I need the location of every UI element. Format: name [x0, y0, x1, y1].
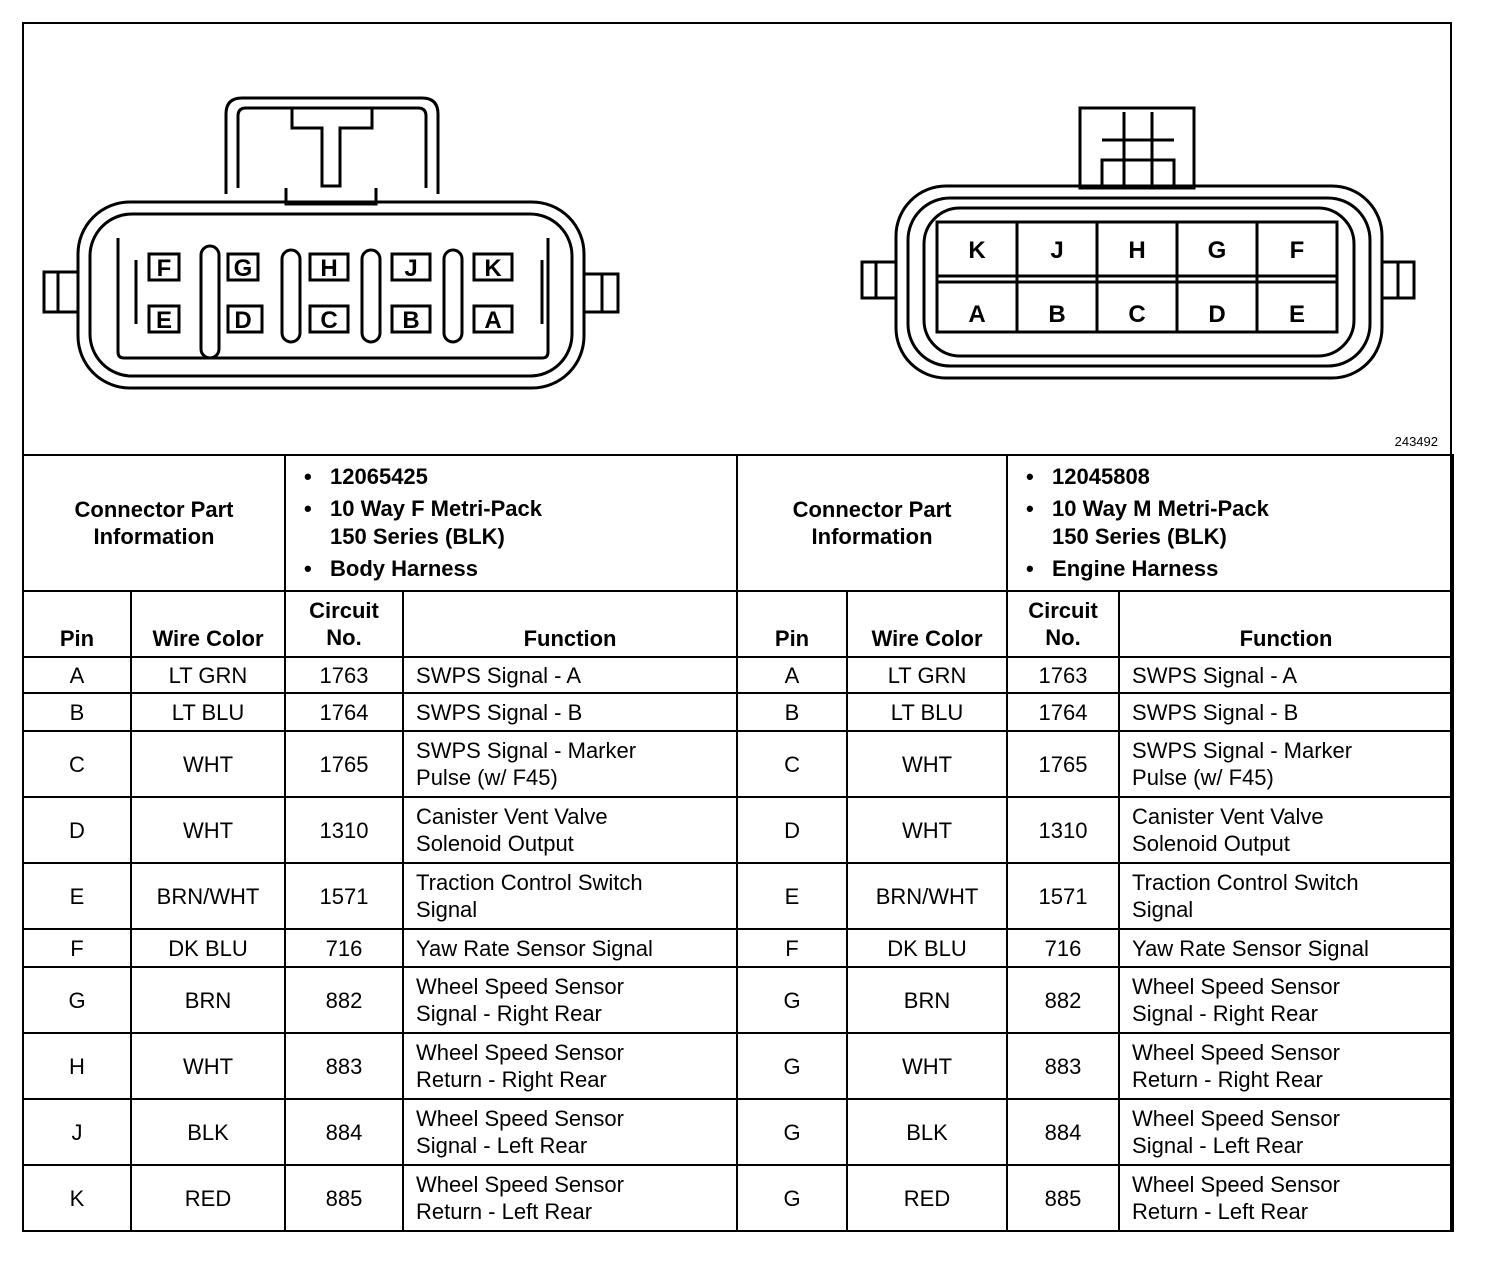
right-pin-label: C — [1128, 301, 1146, 328]
column-header-row — [23, 591, 1453, 657]
connector-diagram-frame — [22, 22, 1452, 1232]
left-info-item: • Body Harness — [304, 556, 478, 581]
header-circuit: Circuit No. — [285, 591, 403, 657]
pinout-rows — [23, 657, 1453, 1231]
header-wire-color: Wire Color — [131, 591, 285, 657]
left-pin-label: C — [320, 307, 338, 334]
function-cell: Wheel Speed Sensor Signal - Right Rear — [1119, 967, 1453, 1033]
pin-cell: J — [23, 1099, 131, 1165]
circuit-cell: 885 — [1007, 1165, 1119, 1231]
function-cell: SWPS Signal - B — [1119, 693, 1453, 731]
pin-cell: A — [737, 657, 847, 693]
figure-number: 243492 — [1394, 434, 1438, 449]
left-pin-label: E — [155, 307, 173, 334]
right-pin-label: D — [1208, 301, 1226, 328]
left-connector-info — [285, 455, 737, 591]
left-part-number: 12065425 — [330, 464, 428, 489]
pin-cell: G — [737, 1099, 847, 1165]
wire-color-cell: BRN — [131, 967, 285, 1033]
wire-color-cell: BRN — [847, 967, 1007, 1033]
circuit-cell: 716 — [285, 929, 403, 967]
table-row — [23, 731, 1453, 797]
pin-cell: E — [737, 863, 847, 929]
pin-cell: G — [737, 967, 847, 1033]
right-pin-label: G — [1207, 237, 1227, 264]
right-connector-type: 10 Way M Metri-Pack 150 Series (BLK) — [1052, 496, 1269, 549]
header-wire-color: Wire Color — [847, 591, 1007, 657]
table-row — [23, 863, 1453, 929]
right-info-item: • 12045808 — [1026, 464, 1150, 489]
left-pin-label: G — [233, 255, 253, 282]
header-function: Function — [1119, 591, 1453, 657]
right-pin-label: K — [968, 237, 986, 264]
right-info-label-text: Connector Part Information — [792, 497, 952, 549]
header-circuit: Circuit No. — [1007, 591, 1119, 657]
wire-color-cell: LT BLU — [131, 693, 285, 731]
right-info-label — [737, 455, 1007, 591]
circuit-cell: 1763 — [285, 657, 403, 693]
header-pin: Pin — [737, 591, 847, 657]
header-function: Function — [403, 591, 737, 657]
wire-color-cell: LT GRN — [847, 657, 1007, 693]
function-cell: SWPS Signal - B — [403, 693, 737, 731]
circuit-cell: 716 — [1007, 929, 1119, 967]
wire-color-cell: WHT — [131, 1033, 285, 1099]
function-cell: Traction Control Switch Signal — [403, 863, 737, 929]
function-cell: Wheel Speed Sensor Return - Right Rear — [403, 1033, 737, 1099]
circuit-cell: 1310 — [1007, 797, 1119, 863]
pin-cell: B — [737, 693, 847, 731]
pin-cell: B — [23, 693, 131, 731]
right-info-item: • Engine Harness — [1026, 556, 1219, 581]
pin-cell: K — [23, 1165, 131, 1231]
pin-cell: G — [23, 967, 131, 1033]
circuit-cell: 883 — [285, 1033, 403, 1099]
pin-cell: G — [737, 1033, 847, 1099]
pin-cell: F — [23, 929, 131, 967]
wire-color-cell: DK BLU — [847, 929, 1007, 967]
circuit-cell: 1571 — [1007, 863, 1119, 929]
wire-color-cell: RED — [131, 1165, 285, 1231]
right-info-item: • 10 Way M Metri-Pack 150 Series (BLK) — [1026, 496, 1269, 549]
function-cell: Canister Vent Valve Solenoid Output — [403, 797, 737, 863]
left-info-item: • 10 Way F Metri-Pack 150 Series (BLK) — [304, 496, 542, 549]
wire-color-cell: BLK — [131, 1099, 285, 1165]
table-row — [23, 929, 1453, 967]
table-row — [23, 1165, 1453, 1231]
wire-color-cell: LT BLU — [847, 693, 1007, 731]
circuit-cell: 1765 — [285, 731, 403, 797]
wire-color-cell: BRN/WHT — [131, 863, 285, 929]
pin-cell: C — [737, 731, 847, 797]
left-connector-type: 10 Way F Metri-Pack 150 Series (BLK) — [330, 496, 542, 549]
right-harness: Engine Harness — [1052, 556, 1219, 581]
pin-cell: A — [23, 657, 131, 693]
pin-cell: D — [23, 797, 131, 863]
left-harness: Body Harness — [330, 556, 478, 581]
circuit-cell: 1310 — [285, 797, 403, 863]
left-pin-label: D — [234, 307, 252, 334]
pin-cell: C — [23, 731, 131, 797]
right-part-number: 12045808 — [1052, 464, 1150, 489]
wire-color-cell: WHT — [847, 1033, 1007, 1099]
function-cell: Traction Control Switch Signal — [1119, 863, 1453, 929]
connector-illustrations — [24, 24, 1450, 456]
table-row — [23, 1099, 1453, 1165]
left-info-label-text: Connector Part Information — [74, 497, 234, 549]
left-pin-label: K — [484, 255, 502, 282]
left-pin-label: B — [402, 307, 420, 334]
circuit-cell: 1765 — [1007, 731, 1119, 797]
right-pin-label: A — [968, 301, 986, 328]
right-pin-label: J — [1050, 237, 1064, 264]
wire-color-cell: WHT — [131, 797, 285, 863]
left-pin-label: H — [320, 255, 338, 282]
circuit-cell: 1764 — [1007, 693, 1119, 731]
left-pin-label: A — [484, 307, 502, 334]
left-info-label — [23, 455, 285, 591]
connector-pinout-table — [22, 454, 1454, 1232]
pin-cell: H — [23, 1033, 131, 1099]
table-row — [23, 657, 1453, 693]
table-row — [23, 1033, 1453, 1099]
circuit-cell: 884 — [285, 1099, 403, 1165]
connector-info-row — [23, 455, 1453, 591]
function-cell: Wheel Speed Sensor Return - Left Rear — [1119, 1165, 1453, 1231]
table-row — [23, 967, 1453, 1033]
function-cell: Yaw Rate Sensor Signal — [1119, 929, 1453, 967]
circuit-cell: 882 — [1007, 967, 1119, 1033]
function-cell: SWPS Signal - A — [1119, 657, 1453, 693]
function-cell: Wheel Speed Sensor Signal - Left Rear — [1119, 1099, 1453, 1165]
right-pin-label: H — [1128, 237, 1146, 264]
table-row — [23, 693, 1453, 731]
function-cell: SWPS Signal - A — [403, 657, 737, 693]
right-pin-label: F — [1289, 237, 1305, 264]
header-pin: Pin — [23, 591, 131, 657]
function-cell: SWPS Signal - Marker Pulse (w/ F45) — [1119, 731, 1453, 797]
pin-cell: F — [737, 929, 847, 967]
wire-color-cell: BRN/WHT — [847, 863, 1007, 929]
circuit-cell: 885 — [285, 1165, 403, 1231]
wire-color-cell: WHT — [131, 731, 285, 797]
wire-color-cell: BLK — [847, 1099, 1007, 1165]
left-connector-body — [44, 98, 618, 388]
right-pin-label: B — [1048, 301, 1066, 328]
right-pin-label: E — [1288, 301, 1306, 328]
left-connector-pin-labels — [156, 255, 502, 334]
circuit-cell: 1571 — [285, 863, 403, 929]
wire-color-cell: WHT — [847, 797, 1007, 863]
right-connector-info — [1007, 455, 1453, 591]
function-cell: Wheel Speed Sensor Return - Right Rear — [1119, 1033, 1453, 1099]
function-cell: Wheel Speed Sensor Return - Left Rear — [403, 1165, 737, 1231]
circuit-cell: 883 — [1007, 1033, 1119, 1099]
left-pin-label: F — [156, 255, 172, 282]
function-cell: SWPS Signal - Marker Pulse (w/ F45) — [403, 731, 737, 797]
pin-cell: D — [737, 797, 847, 863]
wire-color-cell: RED — [847, 1165, 1007, 1231]
wire-color-cell: WHT — [847, 731, 1007, 797]
wire-color-cell: DK BLU — [131, 929, 285, 967]
function-cell: Wheel Speed Sensor Signal - Right Rear — [403, 967, 737, 1033]
pin-cell: G — [737, 1165, 847, 1231]
circuit-cell: 882 — [285, 967, 403, 1033]
wire-color-cell: LT GRN — [131, 657, 285, 693]
function-cell: Yaw Rate Sensor Signal — [403, 929, 737, 967]
circuit-cell: 1763 — [1007, 657, 1119, 693]
circuit-cell: 884 — [1007, 1099, 1119, 1165]
pin-cell: E — [23, 863, 131, 929]
table-row — [23, 797, 1453, 863]
function-cell: Canister Vent Valve Solenoid Output — [1119, 797, 1453, 863]
left-pin-label: J — [404, 255, 418, 282]
circuit-cell: 1764 — [285, 693, 403, 731]
function-cell: Wheel Speed Sensor Signal - Left Rear — [403, 1099, 737, 1165]
left-info-item: • 12065425 — [304, 464, 428, 489]
